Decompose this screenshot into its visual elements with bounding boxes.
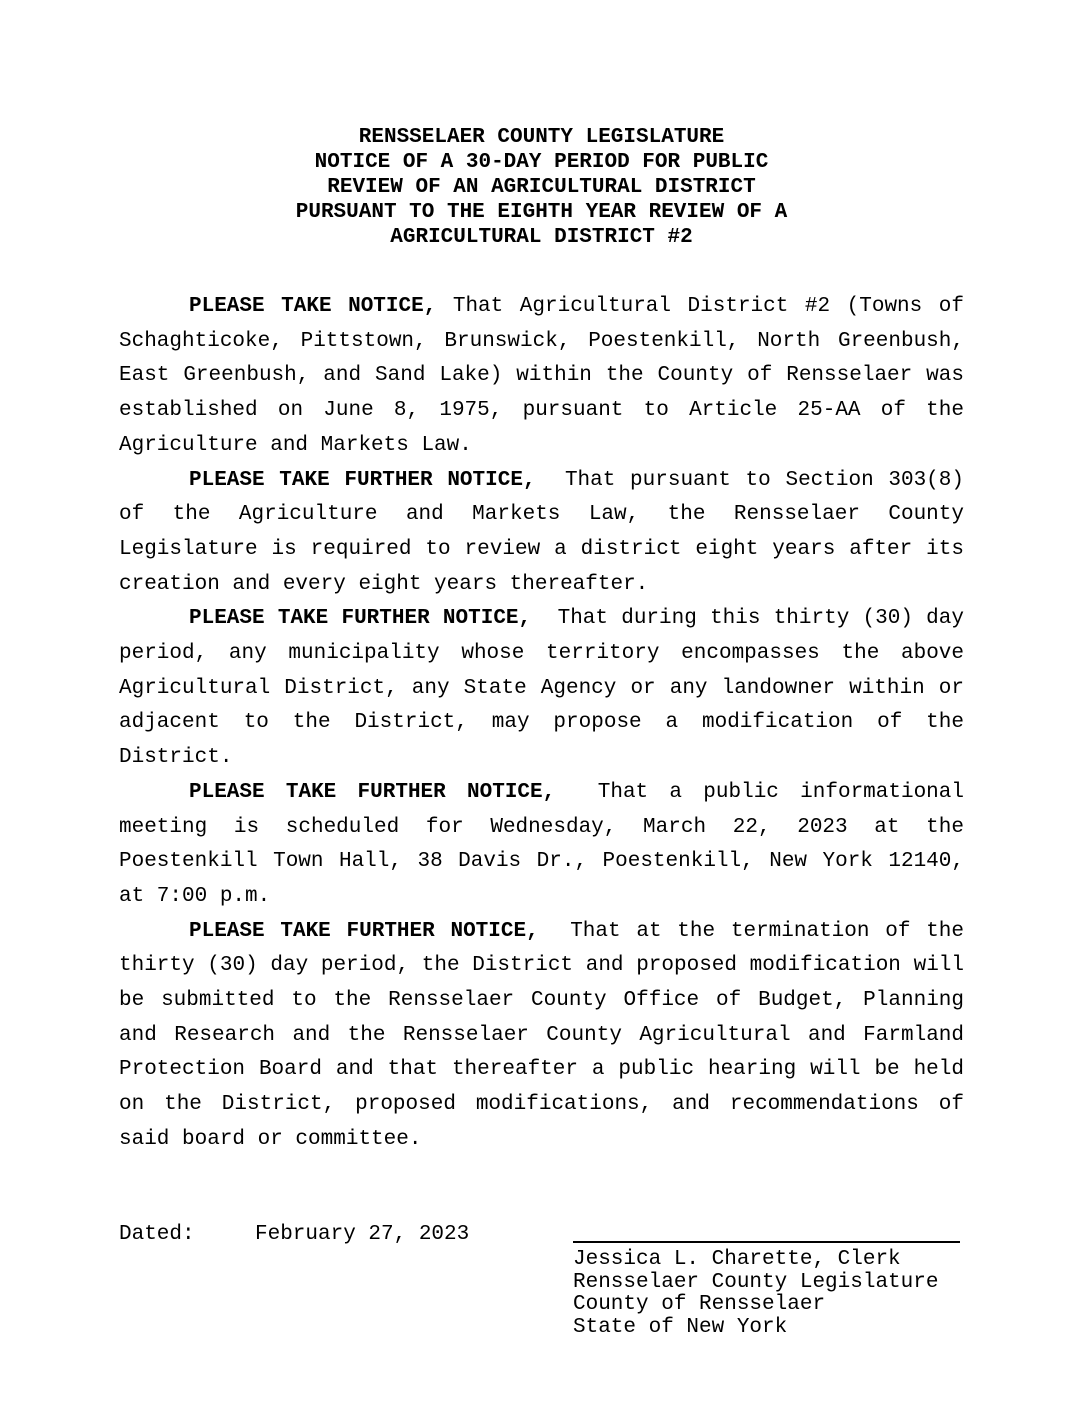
signature-name: Jessica L. Charette, Clerk bbox=[573, 1248, 901, 1271]
notice-body bbox=[119, 290, 964, 1158]
paragraph-3-lead: PLEASE TAKE FURTHER NOTICE, bbox=[189, 607, 532, 631]
dated-line bbox=[119, 1222, 469, 1247]
paragraph-2-lead: PLEASE TAKE FURTHER NOTICE, bbox=[189, 468, 536, 492]
signature-org: Rensselaer County Legislature bbox=[573, 1270, 939, 1294]
signature-block bbox=[573, 1241, 960, 1339]
notice-title-line-3: REVIEW OF AN AGRICULTURAL DISTRICT bbox=[327, 176, 756, 199]
notice-title-line-5: AGRICULTURAL DISTRICT #2 bbox=[390, 226, 693, 249]
notice-title-line-1: RENSSELAER COUNTY LEGISLATURE bbox=[358, 126, 725, 149]
signature-county: County of Rensselaer bbox=[573, 1293, 826, 1316]
notice-title-line-2: NOTICE OF A 30-DAY PERIOD FOR PUBLIC bbox=[314, 151, 769, 174]
paragraph-2-body: That pursuant to Section 303(8) of the Agriculture and Markets Law, the Rensselaer County Legislature is required to review a district eight years after its creation and every eight years thereafter. bbox=[119, 468, 964, 596]
paragraph-3-body: That during this thirty (30) day period, any municipality whose territory encompasses the above Agricultural District, any State Agency or any landowner within or adjacent to the District, may propose a modification of the District. bbox=[119, 607, 964, 770]
notice-paragraph-4 bbox=[119, 776, 964, 915]
paragraph-4-lead: PLEASE TAKE FURTHER NOTICE, bbox=[189, 780, 556, 804]
dated-label: Dated: bbox=[119, 1223, 195, 1246]
paragraph-5-lead: PLEASE TAKE FURTHER NOTICE, bbox=[189, 919, 539, 943]
paragraph-4-body: That a public informational meeting is scheduled for Wednesday, March 22, 2023 at the Poestenkill Town Hall, 38 Davis Dr., Poestenkill, New York 12140, at 7:00 p.m. bbox=[119, 780, 964, 908]
paragraph-1-lead: PLEASE TAKE NOTICE, bbox=[189, 295, 437, 318]
notice-title bbox=[119, 125, 964, 250]
signature-state: State of New York bbox=[573, 1315, 788, 1339]
paragraph-5-body: That at the termination of the thirty (30) day period, the District and proposed modification will be submitted to the Rensselaer County Office of Budget, Planning and Research and the Rensselaer County Agricultural and Farmland Protection Board and that thereafter a public hearing will be held on the District, proposed modifications, and recommendations of said board or committee. bbox=[119, 919, 964, 1151]
notice-paragraph-3 bbox=[119, 602, 964, 776]
notice-paragraph-1 bbox=[119, 290, 964, 464]
notice-title-line-4: PURSUANT TO THE EIGHTH YEAR REVIEW OF A bbox=[295, 201, 788, 224]
notice-paragraph-2 bbox=[119, 464, 964, 603]
paragraph-1-body: That Agricultural District #2 (Towns of Schaghticoke, Pittstown, Brunswick, Poestenkill, North Greenbush, East Greenbush, and Sand Lake) within the County of Rensselaer was established on June 8, 1975, pursuant to Article 25-AA of the Agriculture and Markets Law. bbox=[119, 295, 964, 457]
notice-paragraph-5 bbox=[119, 915, 964, 1158]
dated-value: February 27, 2023 bbox=[255, 1223, 470, 1246]
